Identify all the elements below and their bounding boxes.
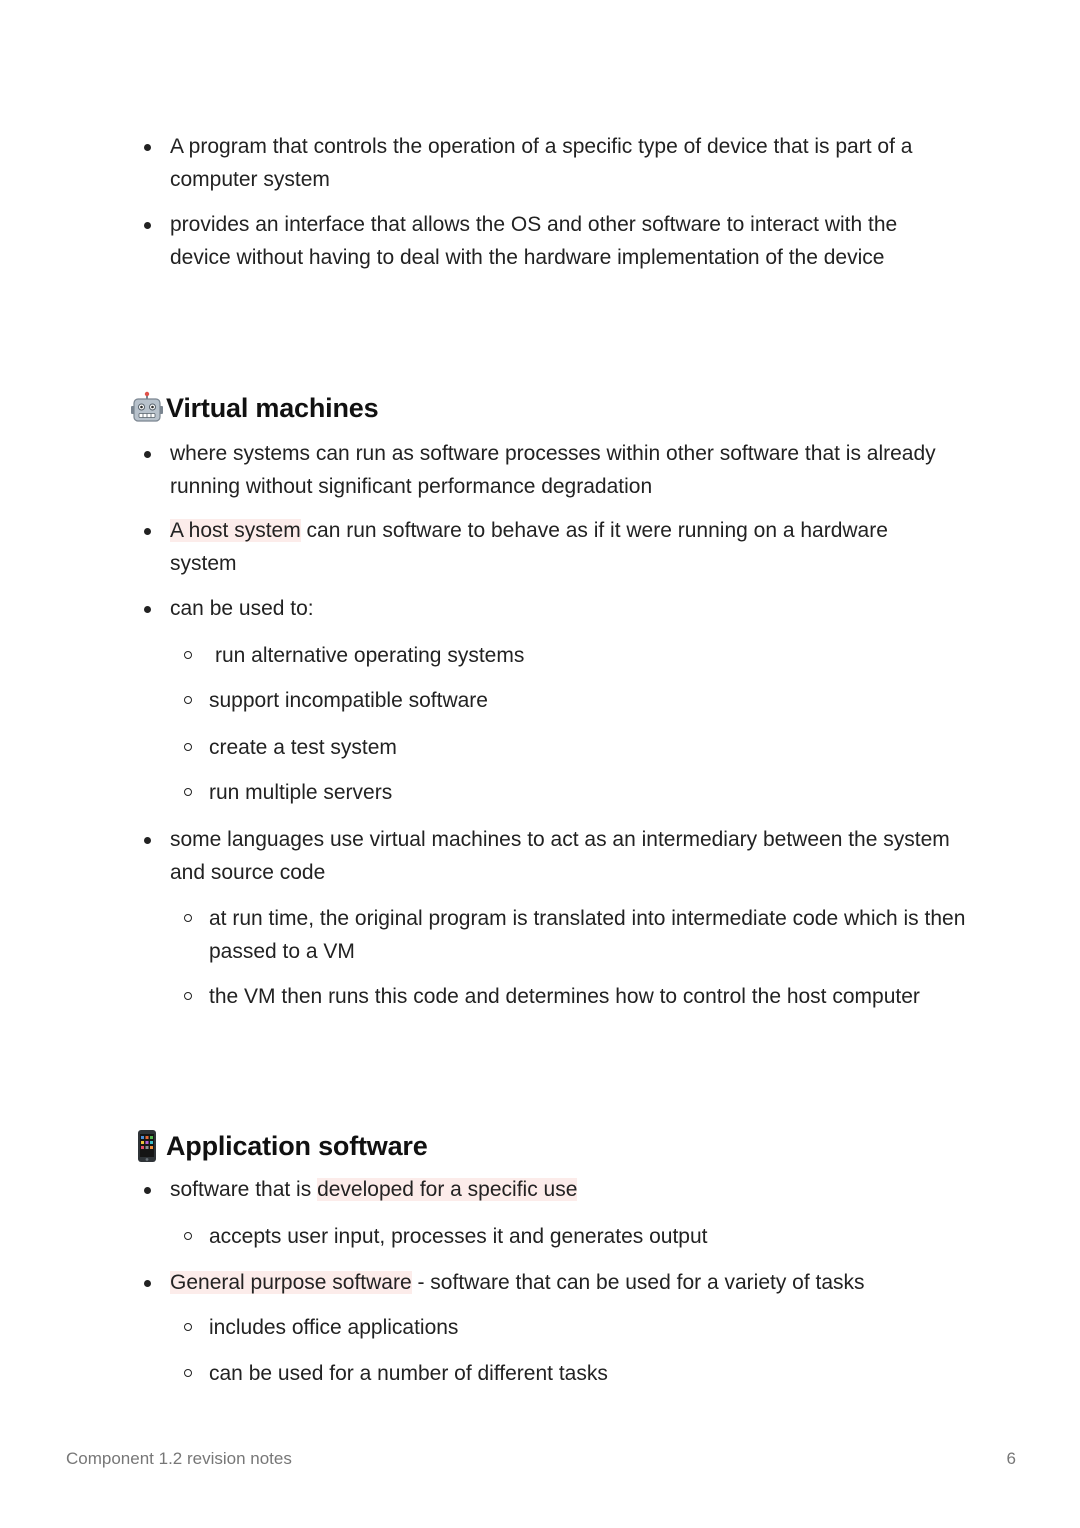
vm-list-continued <box>0 823 1080 889</box>
mobile-phone-icon <box>130 1129 164 1163</box>
footer-title: Component 1.2 revision notes <box>66 1449 292 1468</box>
highlighted-text: A host system <box>170 519 301 542</box>
page-number: 6 <box>1006 1449 1016 1468</box>
list-item: provides an interface that allows the OS and other software to interact with the device without having to deal with the hardware implementation of the device <box>0 208 960 274</box>
list-item: can be used to: <box>0 592 960 625</box>
sub-list-item: the VM then runs this code and determines how to control the host computer <box>0 980 969 1013</box>
section-title: Virtual machines <box>166 392 379 423</box>
item-text: can run software to behave as if it were running on a hardware system <box>170 519 888 575</box>
list-item <box>0 1266 960 1299</box>
driver-section <box>0 130 1080 274</box>
list-item <box>0 1173 960 1206</box>
app-list <box>0 1173 1080 1206</box>
vm-heading <box>130 390 378 426</box>
section-title: Application software <box>166 1130 428 1161</box>
highlighted-text: General purpose software <box>170 1271 412 1294</box>
app-sub-list <box>0 1220 1080 1253</box>
app-section <box>0 1173 1080 1390</box>
driver-list <box>0 130 1080 274</box>
app-list-continued <box>0 1266 1080 1299</box>
vm-uses-list <box>0 639 1080 809</box>
sub-list-item: create a test system <box>0 731 969 764</box>
list-item <box>0 514 960 580</box>
sub-list-item: includes office applications <box>0 1311 969 1344</box>
vm-list <box>0 437 1080 625</box>
item-text: software that is <box>170 1178 318 1201</box>
list-item: where systems can run as software processes within other software that is already running without significant performance degradation <box>0 437 960 503</box>
sub-list-item: run multiple servers <box>0 776 969 809</box>
app-general-purpose-list <box>0 1311 1080 1390</box>
sub-list-item: can be used for a number of different tasks <box>0 1357 969 1390</box>
vm-section <box>0 437 1080 1013</box>
list-item: A program that controls the operation of a specific type of device that is part of a computer system <box>0 130 960 196</box>
vm-intermediary-list <box>0 902 1080 1013</box>
sub-list-item: at run time, the original program is translated into intermediate code which is then passed to a VM <box>0 902 969 968</box>
item-text: - software that can be used for a variety of tasks <box>411 1271 865 1294</box>
app-heading <box>130 1128 428 1164</box>
highlighted-text: developed for a specific use <box>317 1178 578 1201</box>
sub-list-item: support incompatible software <box>0 684 969 717</box>
sub-list-item: accepts user input, processes it and generates output <box>0 1220 969 1253</box>
robot-icon <box>130 391 164 425</box>
sub-list-item: run alternative operating systems <box>0 639 975 672</box>
list-item: some languages use virtual machines to act as an intermediary between the system and source code <box>0 823 960 889</box>
